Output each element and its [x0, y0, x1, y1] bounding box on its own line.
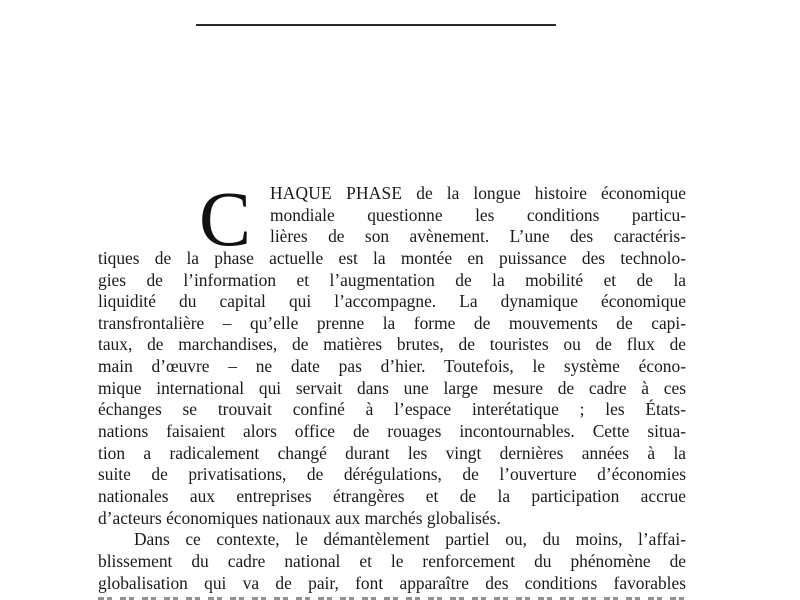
body-text [98, 175, 686, 600]
drop-cap: C [199, 175, 252, 262]
text-line: Dans ce contexte, le démantèlement partiel ou, du moins, l’affai- [134, 529, 686, 550]
text-line: tion a radicalement changé durant les vingt dernières années à la [98, 442, 686, 463]
text-line: d’acteurs économiques nationaux aux marchés globalisés. [98, 507, 501, 528]
paragraph-1 [98, 183, 686, 529]
paragraph-2 [98, 529, 686, 600]
text-line: nations faisaient alors office de rouages incontournables. Cette situa- [98, 421, 686, 442]
text-line-content: de la longue histoire économique [402, 183, 686, 203]
text-line: mique international qui servait dans une large mesure de cadre à ces [98, 377, 686, 398]
text-line: blissement du cadre national et le renforcement du phénomène de [98, 550, 686, 571]
text-line: liquidité du capital qui l’accompagne. La dynamique économique [98, 291, 686, 312]
opening-smallcaps: HAQUE PHASE [270, 183, 403, 203]
text-line: tiques de la phase actuelle est la montée en puissance des technolo- [98, 247, 686, 268]
text-line: lières de son avènement. L’une des caractéris- [270, 226, 686, 247]
text-line: suite de privatisations, de dérégulations, de l’ouverture d’économies [98, 464, 686, 485]
text-line: globalisation qui va de pair, font apparaître des conditions favorables [98, 572, 686, 593]
cut-off-line [98, 594, 686, 600]
text-line: gies de l’information et l’augmentation de la mobilité et de la [98, 269, 686, 290]
text-line: transfrontalière – qu’elle prenne la forme de mouvements de capi- [98, 312, 686, 333]
text-line: nationales aux entreprises étrangères et de la participation accrue [98, 485, 686, 506]
text-line [270, 183, 686, 205]
text-line: mondiale questionne les conditions particu- [270, 204, 686, 225]
text-line: échanges se trouvait confiné à l’espace interétatique ; les États- [98, 399, 686, 420]
text-line: taux, de marchandises, de matières brutes, de touristes ou de flux de [98, 334, 686, 355]
text-line: main d’œuvre – ne date pas d’hier. Toutefois, le système écono- [98, 356, 686, 377]
header-rule [196, 24, 556, 26]
